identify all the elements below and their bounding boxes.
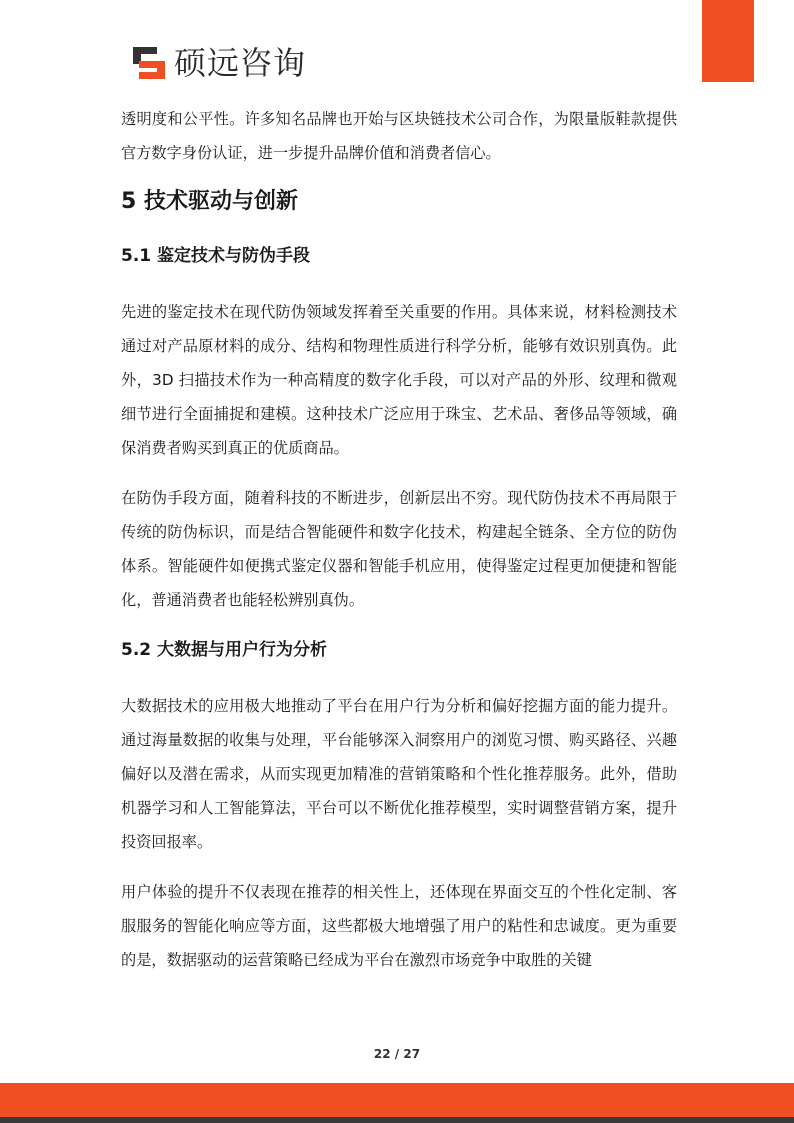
- section-5-heading: 5 技术驱动与创新: [121, 189, 298, 214]
- section-5-1-paragraph-1: 先进的鉴定技术在现代防伪领域发挥着至关重要的作用。具体来说，材料检测技术通过对产品原材料的成分、结构和物理性质进行科学分析，能够有效识别真伪。此外，3D 扫描技术作为一种高精度的数字化手段，可以对产品的外形、纹理和微观细节进行全面捕捉和建模。这种技术广泛应用于珠宝、艺术品、奢侈品等领域，确保消费者购买到真正的优质商品。: [121, 303, 677, 457]
- sy-logo-icon: [130, 44, 168, 82]
- footer-accent-bar: [0, 1083, 794, 1117]
- corner-accent-tab: [702, 0, 754, 82]
- section-5-1-heading: 5.1 鉴定技术与防伪手段: [121, 246, 311, 266]
- section-5-2-heading: 5.2 大数据与用户行为分析: [121, 640, 328, 660]
- section-5-1-paragraph-2: 在防伪手段方面，随着科技的不断进步，创新层出不穷。现代防伪技术不再局限于传统的防伪标识，而是结合智能硬件和数字化技术，构建起全链条、全方位的防伪体系。智能硬件如便携式鉴定仪器和智能手机应用，使得鉴定过程更加便捷和智能化，普通消费者也能轻松辨别真伪。: [121, 489, 677, 609]
- section-5-2-paragraph-1: 大数据技术的应用极大地推动了平台在用户行为分析和偏好挖掘方面的能力提升。通过海量数据的收集与处理，平台能够深入洞察用户的浏览习惯、购买路径、兴趣偏好以及潜在需求，从而实现更加精准的营销策略和个性化推荐服务。此外，借助机器学习和人工智能算法，平台可以不断优化推荐模型，实时调整营销方案，提升投资回报率。: [121, 697, 677, 851]
- section-5-2-paragraph-2: 用户体验的提升不仅表现在推荐的相关性上，还体现在界面交互的个性化定制、客服服务的智能化响应等方面，这些都极大地增强了用户的粘性和忠诚度。更为重要的是，数据驱动的运营策略已经成为平台在激烈市场竞争中取胜的关键: [121, 883, 677, 969]
- company-logo: [130, 44, 306, 82]
- footer-bottom-strip: [0, 1117, 794, 1123]
- intro-paragraph: 透明度和公平性。许多知名品牌也开始与区块链技术公司合作，为限量版鞋款提供官方数字身份认证，进一步提升品牌价值和消费者信心。: [121, 110, 677, 162]
- page-content: [121, 102, 677, 993]
- page-number: 22 / 27: [373, 1047, 421, 1061]
- company-name: 硕远咨询: [174, 44, 307, 82]
